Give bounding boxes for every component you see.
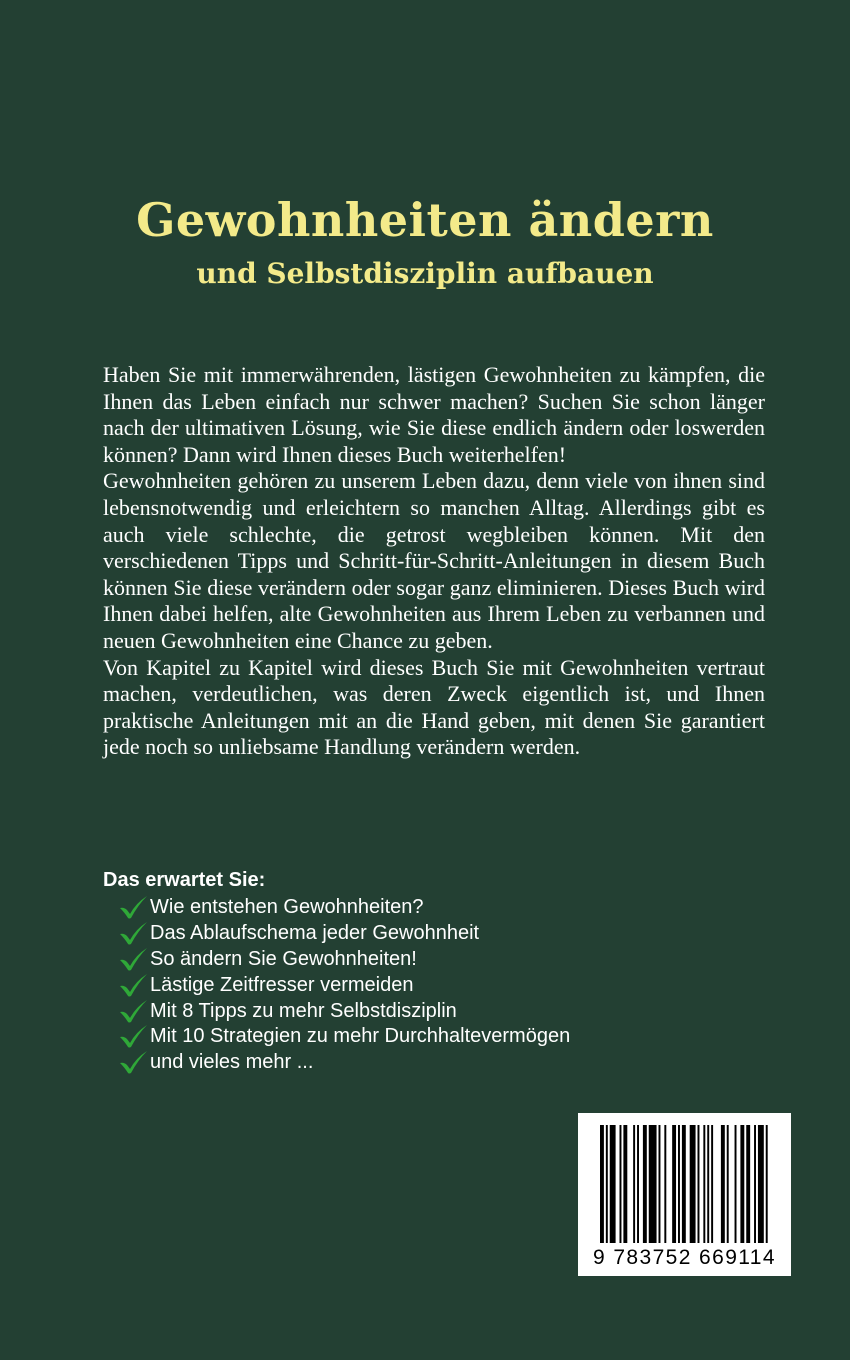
check-mark-icon — [118, 998, 150, 1024]
check-mark-icon — [118, 1049, 150, 1075]
check-mark-icon — [118, 1023, 150, 1049]
barcode-bar — [610, 1125, 616, 1243]
barcode-bar — [600, 1125, 604, 1243]
barcode-bar — [727, 1125, 729, 1243]
barcode-bar — [649, 1125, 657, 1243]
barcode-bar — [664, 1125, 666, 1243]
barcode-bar — [698, 1125, 700, 1243]
barcode-bar — [707, 1125, 709, 1243]
blurb — [103, 362, 765, 761]
blurb-paragraph-1: Haben Sie mit immerwährenden, lästigen Gewohnheiten zu kämpfen, die Ihnen das Leben einfach nur schwer machen? Suchen Sie schon länger nach der ultimativen Lösung, wie Sie diese endlich ändern oder loswerden können? Dann wird Ihnen dieses Buch weiterhelfen! — [103, 362, 765, 467]
barcode-bar — [690, 1125, 696, 1243]
barcode-bar — [740, 1125, 744, 1243]
list-item — [118, 920, 570, 946]
barcode-bar — [766, 1125, 768, 1243]
barcode-bar — [659, 1125, 661, 1243]
list-item — [118, 946, 570, 972]
list-item-label: Lästige Zeitfresser vermeiden — [150, 973, 414, 996]
list-item — [118, 1023, 570, 1049]
list-item — [118, 1049, 570, 1075]
barcode-bar — [637, 1125, 639, 1243]
list-item-label: So ändern Sie Gewohnheiten! — [150, 947, 417, 970]
list-item-label: Mit 10 Strategien zu mehr Durchhaltevermögen — [150, 1025, 571, 1048]
barcode-bar — [711, 1125, 713, 1243]
book-subtitle: und Selbstdisziplin aufbauen — [196, 257, 654, 290]
list-item-label: Wie entstehen Gewohnheiten? — [150, 895, 424, 918]
list-item-label: und vieles mehr ... — [150, 1051, 314, 1074]
barcode-bar — [682, 1125, 686, 1243]
check-mark-icon — [118, 894, 150, 920]
check-mark-icon — [118, 972, 150, 998]
list-item-label: Das Ablaufschema jeder Gewohnheit — [150, 921, 480, 944]
list-item — [118, 894, 570, 920]
isbn-number: 9 783752 669114 — [593, 1246, 776, 1269]
list-item — [118, 972, 570, 998]
barcode-bar — [620, 1125, 622, 1243]
barcode-bar — [633, 1125, 635, 1243]
list-heading: Das erwartet Sie: — [103, 869, 266, 891]
barcode-bar — [643, 1125, 647, 1243]
barcode-bar — [703, 1125, 705, 1243]
list-item — [118, 998, 570, 1024]
barcode-bar — [606, 1125, 608, 1243]
blurb-paragraph-3: Von Kapitel zu Kapitel wird dieses Buch Sie mit Gewohnheiten vertraut machen, verdeutlichen, was deren Zweck eigentlich ist, und Ihnen praktische Anleitungen mit an die Hand geben, mit denen Sie garantiert jede noch so unliebsame Handlung verändern werden. — [103, 654, 765, 760]
isbn-barcode — [578, 1113, 791, 1276]
blurb-paragraph-2: Gewohnheiten gehören zu unserem Leben dazu, denn viele von ihnen sind lebensnotwendig und erleichtern so manchen Alltag. Allerdings gibt es auch viele schlechte, die getrost wegbleiben können. Mit den verschiedenen Tipps und Schritt-für-Schritt-Anleitungen in diesem Buch können Sie diese verändern oder sogar ganz eliminieren. Dieses Buch wird Ihnen dabei helfen, alte Gewohnheiten aus Ihrem Leben zu verbannen und neuen Gewohnheiten eine Chance zu geben. — [103, 468, 765, 653]
check-mark-icon — [118, 946, 150, 972]
barcode-bar — [746, 1125, 750, 1243]
barcode-bar — [721, 1125, 725, 1243]
barcode-bar — [678, 1125, 680, 1243]
barcode-bar — [758, 1125, 764, 1243]
book-title: Gewohnheiten ändern — [136, 193, 714, 247]
check-mark-icon — [118, 920, 150, 946]
barcode-bar — [672, 1125, 676, 1243]
barcode-bar — [735, 1125, 737, 1243]
feature-list — [118, 894, 570, 1075]
barcode-bar — [623, 1125, 627, 1243]
list-item-label: Mit 8 Tipps zu mehr Selbstdisziplin — [150, 999, 457, 1022]
barcode-bar — [754, 1125, 756, 1243]
